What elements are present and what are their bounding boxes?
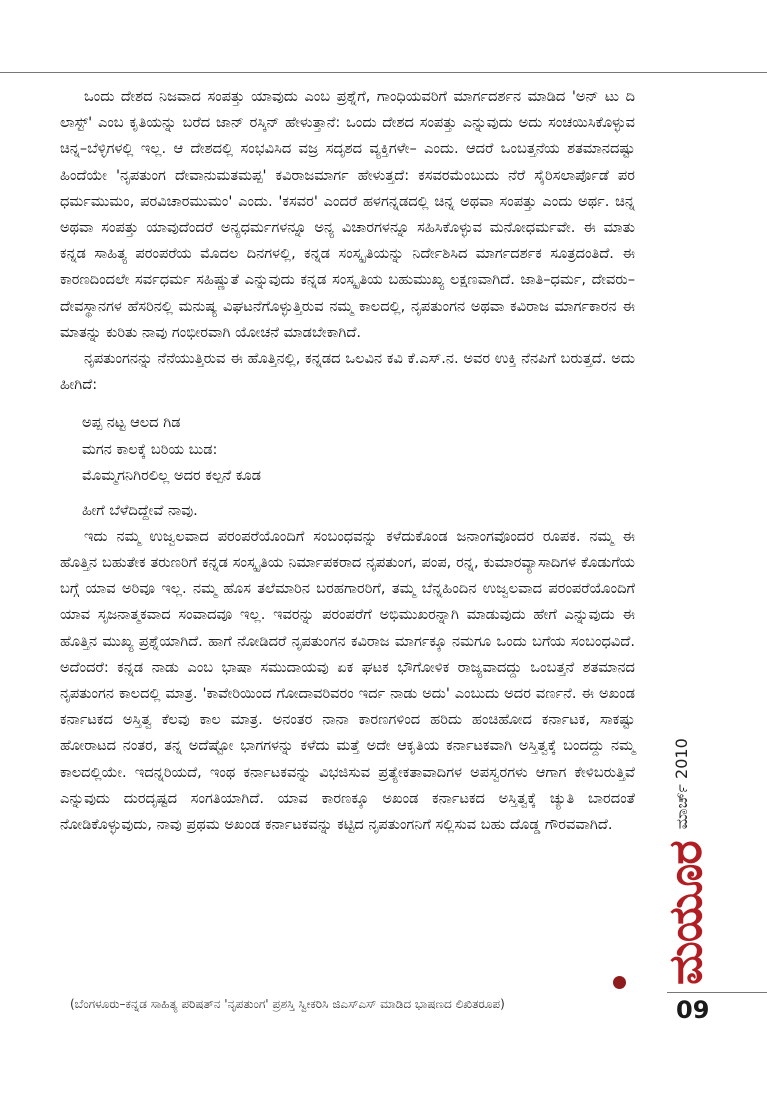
poem-line: ಮೊಮ್ಮಗನಿಗಿರಲಿಲ್ಲ ಅದರ ಕಲ್ಪನೆ ಕೂಡ bbox=[82, 467, 262, 485]
magazine-logo: ಮಯೂರ bbox=[658, 841, 712, 985]
paragraph: ಒಂದು ದೇಶದ ನಿಜವಾದ ಸಂಪತ್ತು ಯಾವುದು ಎಂಬ ಪ್ರಶ್ನೆಗೆ, ಗಾಂಧಿಯವರಿಗೆ ಮಾರ್ಗದರ್ಶನ ಮಾಡಿದ 'ಅನ್ ಟು ದಿ ಲಾಸ್ಟ್' ಎಂಬ ಕೃತಿಯನ್ನು ಬರೆದ ಜಾನ್ ರಸ್ಕಿನ್ ಹೇಳುತ್ತಾನೆ: ಒಂದು ದೇಶದ ಸಂಪತ್ತು ಎನ್ನುವುದು ಅದು ಸಂಚಯಿಸಿಕೊಳ್ಳುವ ಚಿನ್ನ–ಬೆಳ್ಳಿಗಳಲ್ಲಿ ಇಲ್ಲ. ಆ ದೇಶದಲ್ಲಿ ಸಂಭವಿಸಿದ ವಜ್ರ ಸದೃಶದ ವ್ಯಕ್ತಿಗಳೇ– ಎಂದು. ಆದರೆ ಒಂಬತ್ತನೆಯ ಶತಮಾನದಷ್ಟು ಹಿಂದೆಯೇ 'ನೃಪತುಂಗ ದೇವಾನುಮತಮಪ್ಪ' ಕವಿರಾಜಮಾರ್ಗ ಹೇಳುತ್ತದೆ: ಕಸವರಮೆಂಬುದು ನೆರೆ ಸೈರಿಸಲಾರ್ಪೊಡೆ ಪರ ಧರ್ಮಮುಮಂ, ಪರವಿಚಾರಮುಮಂ' ಎಂದು. 'ಕಸವರ' ಎಂದರೆ ಹಳಗನ್ನಡದಲ್ಲಿ ಚಿನ್ನ ಅಥವಾ ಸಂಪತ್ತು ಎಂದು ಅರ್ಥ. ಚಿನ್ನ ಅಥವಾ ಸಂಪತ್ತು ಯಾವುದೆಂದರೆ ಅನ್ಯಧರ್ಮಗಳನ್ನೂ ಅನ್ಯ ವಿಚಾರಗಳನ್ನೂ ಸಹಿಸಿಕೊಳ್ಳುವ ಮನೋಧರ್ಮವೇ. ಈ ಮಾತು ಕನ್ನಡ ಸಾಹಿತ್ಯ ಪರಂಪರೆಯ ಮೊದಲ ದಿನಗಳಲ್ಲಿ, ಕನ್ನಡ ಸಂಸ್ಕೃತಿಯನ್ನು ನಿರ್ದೇಶಿಸಿದ ಮಾರ್ಗದರ್ಶಕ ಸೂತ್ರದಂತಿದೆ. ಈ ಕಾರಣದಿಂದಲೇ ಸರ್ವಧರ್ಮ ಸಹಿಷ್ಣುತೆ ಎನ್ನುವುದು ಕನ್ನಡ ಸಂಸ್ಕೃತಿಯ ಬಹುಮುಖ್ಯ ಲಕ್ಷಣವಾಗಿದೆ. ಜಾತಿ–ಧರ್ಮ, ದೇವರು–ದೇವಸ್ಥಾನಗಳ ಹೆಸರಿನಲ್ಲಿ ಮನುಷ್ಯ ವಿಘಟನೆಗೊಳ್ಳುತ್ತಿರುವ ನಮ್ಮ ಕಾಲದಲ್ಲಿ, ನೃಪತುಂಗನ ಅಥವಾ ಕವಿರಾಜ ಮಾರ್ಗಕಾರನ ಈ ಮಾತನ್ನು ಕುರಿತು ನಾವು ಗಂಭೀರವಾಗಿ ಯೋಚನೆ ಮಾಡಬೇಕಾಗಿದೆ. bbox=[60, 88, 635, 341]
article-body bbox=[60, 84, 635, 838]
page-number: 09 bbox=[676, 996, 710, 1024]
paragraph: ನೃಪತುಂಗನನ್ನು ನೆನೆಯುತ್ತಿರುವ ಈ ಹೊತ್ತಿನಲ್ಲಿ, ಕನ್ನಡದ ಒಲವಿನ ಕವಿ ಕೆ.ಎಸ್.ನ. ಅವರ ಉಕ್ತಿ ನೆನಪಿಗೆ ಬರುತ್ತದೆ. ಅದು ಹೀಗಿದೆ: bbox=[60, 350, 635, 394]
sidebar-rule bbox=[667, 992, 767, 993]
footnote: (ಬೆಂಗಳೂರು–ಕನ್ನಡ ಸಾಹಿತ್ಯ ಪರಿಷತ್‌ನ 'ನೃಪತುಂಗ' ಪ್ರಶಸ್ತಿ ಸ್ವೀಕರಿಸಿ ಜಿಎಸ್‌ಎಸ್ ಮಾಡಿದ ಭಾಷಣದ ಲಿಖಿತರೂಪ) bbox=[70, 997, 505, 1011]
poem-line: ಮಗನ ಕಾಲಕ್ಕೆ ಬರಿಯ ಬುಡ: bbox=[82, 440, 218, 458]
poem-closing: ಹೀಗೆ ಬೆಳೆದಿದ್ದೇವೆ ನಾವು. bbox=[82, 501, 198, 519]
poem-line: ಅಪ್ಪ ನಟ್ಟ ಆಲದ ಗಿಡ bbox=[82, 414, 181, 432]
paragraph: ಇದು ನಮ್ಮ ಉಜ್ವಲವಾದ ಪರಂಪರೆಯೊಂದಿಗೆ ಸಂಬಂಧವನ್ನು ಕಳೆದುಕೊಂಡ ಜನಾಂಗವೊಂದರ ರೂಪಕ. ನಮ್ಮ ಈ ಹೊತ್ತಿನ ಬಹುತೇಕ ತರುಣರಿಗೆ ಕನ್ನಡ ಸಂಸ್ಕೃತಿಯ ನಿರ್ಮಾಪಕರಾದ ನೃಪತುಂಗ, ಪಂಪ, ರನ್ನ, ಕುಮಾರವ್ಯಾಸಾದಿಗಳ ಕೊಡುಗೆಯ ಬಗ್ಗೆ ಯಾವ ಅರಿವೂ ಇಲ್ಲ. ನಮ್ಮ ಹೊಸ ತಲೆಮಾರಿನ ಬರಹಗಾರರಿಗೆ, ತಮ್ಮ ಬೆನ್ನಹಿಂದಿನ ಉಜ್ವಲವಾದ ಪರಂಪರೆಯೊಂದಿಗೆ ಯಾವ ಸೃಜನಾತ್ಮಕವಾದ ಸಂವಾದವೂ ಇಲ್ಲ. ಇವರನ್ನು ಪರಂಪರೆಗೆ ಅಭಿಮುಖರನ್ನಾಗಿ ಮಾಡುವುದು ಹೇಗೆ ಎನ್ನುವುದು ಈ ಹೊತ್ತಿನ ಮುಖ್ಯ ಪ್ರಶ್ನೆಯಾಗಿದೆ. ಹಾಗೆ ನೋಡಿದರೆ ನೃಪತುಂಗನ ಕವಿರಾಜ ಮಾರ್ಗಕ್ಕೂ ನಮಗೂ ಒಂದು ಬಗೆಯ ಸಂಬಂಧವಿದೆ. ಅದೆಂದರೆ: ಕನ್ನಡ ನಾಡು ಎಂಬ ಭಾಷಾ ಸಮುದಾಯವು ಏಕ ಘಟಕ ಭೌಗೋಳಿಕ ರಾಜ್ಯವಾದದ್ದು ಒಂಬತ್ತನೆ ಶತಮಾನದ ನೃಪತುಂಗನ ಕಾಲದಲ್ಲಿ ಮಾತ್ರ. 'ಕಾವೇರಿಯಿಂದ ಗೋದಾವರಿವರಂ ಇರ್ದ ನಾಡು ಅದು' ಎಂಬುದು ಅದರ ವರ್ಣನೆ. ಈ ಅಖಂಡ ಕರ್ನಾಟಕದ ಅಸ್ತಿತ್ವ ಕೆಲವು ಕಾಲ ಮಾತ್ರ. ಅನಂತರ ನಾನಾ ಕಾರಣಗಳಿಂದ ಹರಿದು ಹಂಚಿಹೋದ ಕರ್ನಾಟಕ, ಸಾಕಷ್ಟು ಹೋರಾಟದ ನಂತರ, ತನ್ನ ಅದೆಷ್ಟೋ ಭಾಗಗಳನ್ನು ಕಳೆದು ಮತ್ತೆ ಅದೇ ಆಕೃತಿಯ ಕರ್ನಾಟಕವಾಗಿ ಅಸ್ತಿತ್ವಕ್ಕೆ ಬಂದದ್ದು ನಮ್ಮ ಕಾಲದಲ್ಲಿಯೇ. ಇದನ್ನರಿಯದೆ, ಇಂಥ ಕರ್ನಾಟಕವನ್ನು ವಿಭಜಿಸುವ ಪ್ರತ್ಯೇಕತಾವಾದಿಗಳ ಅಪಸ್ವರಗಳು ಆಗಾಗ ಕೇಳಿಬರುತ್ತಿವೆ ಎನ್ನುವುದು ದುರದೃಷ್ಟದ ಸಂಗತಿಯಾಗಿದೆ. ಯಾವ ಕಾರಣಕ್ಕೂ ಅಖಂಡ ಕರ್ನಾಟಕದ ಅಸ್ತಿತ್ವಕ್ಕೆ ಚ್ಯುತಿ ಬಾರದಂತೆ ನೋಡಿಕೊಳ್ಳುವುದು, ನಾವು ಪ್ರಥಮ ಅಖಂಡ ಕರ್ನಾಟಕವನ್ನು ಕಟ್ಟಿದ ನೃಪತುಂಗನಿಗೆ ಸಲ್ಲಿಸುವ ಬಹು ದೊಡ್ಡ ಗೌರವವಾಗಿದೆ. bbox=[60, 527, 635, 834]
end-mark-dot bbox=[613, 976, 626, 989]
sidebar-masthead bbox=[655, 738, 715, 985]
poem-quote bbox=[82, 410, 635, 489]
top-rule bbox=[0, 72, 767, 73]
issue-date: ಮಾರ್ಚ್ 2010 bbox=[672, 738, 691, 830]
